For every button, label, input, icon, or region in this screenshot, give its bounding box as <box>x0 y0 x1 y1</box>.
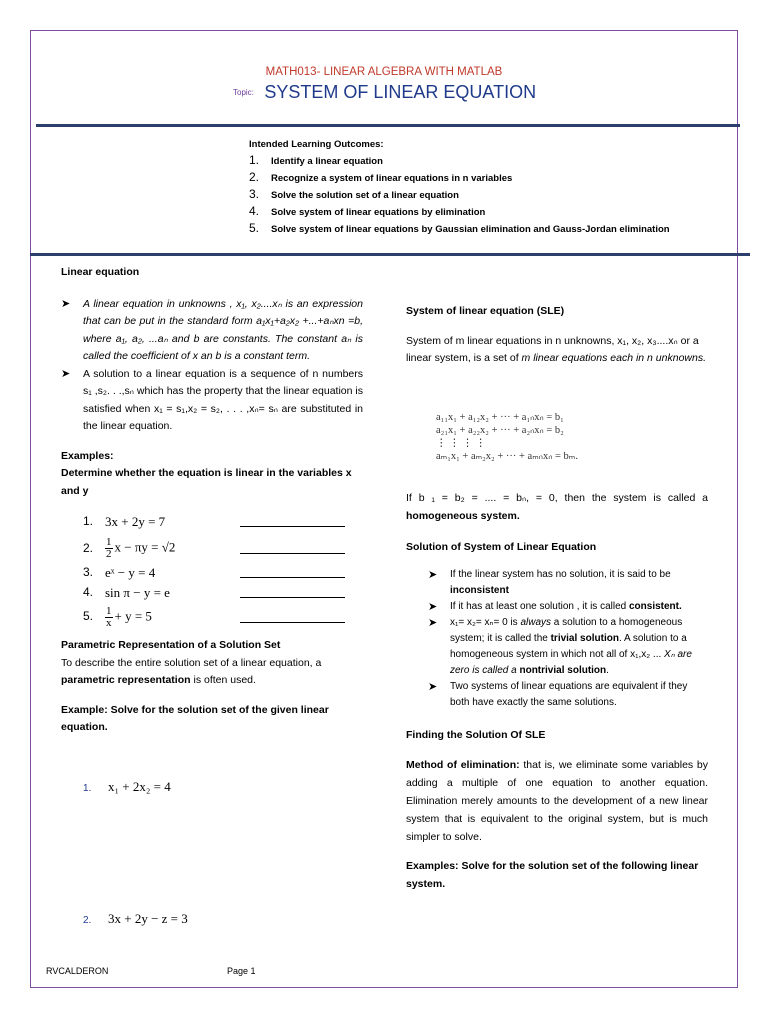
examples-question: Determine whether the equation is linear in the variables x and y <box>61 467 352 497</box>
answer-blank[interactable] <box>240 516 345 527</box>
parametric-text <box>61 655 363 690</box>
equation-expr <box>105 606 235 629</box>
equation-row <box>83 562 363 583</box>
homogeneous-text <box>406 490 708 525</box>
parametric-text-a: To describe the entire solution set of a linear equation, a <box>61 656 322 669</box>
ilo-text: Solve system of linear equations by elimination <box>271 207 486 218</box>
system-line: a₂₁x₁ + a₂₂x₂ + ··· + a₂ₙxₙ = b₂ <box>436 425 564 436</box>
solution-bullet <box>428 679 708 711</box>
sle-text-italic: m linear equations each in n unknowns. <box>521 352 706 364</box>
bullet-text-b: a solution to a homogeneous system; it is called the <box>450 616 683 644</box>
left-column <box>61 264 363 737</box>
bullet-text-a: If the linear system has no solution, it is said to be <box>450 568 671 580</box>
learning-outcomes <box>249 139 670 238</box>
equation-expr-text: + y = 5 <box>114 607 152 623</box>
solution-bullet <box>428 599 708 615</box>
solution-text: A solution to a linear equation is a sequence of n numbers s₁ ,s₂. . .,sₙ which has the property that the linear equation is satisfied when x₁ = s₁,x₂ = s₂, . . . ,xₙ= sₙ are substituted in the linear equation. <box>83 367 363 432</box>
bullet-bold: inconsistent <box>450 584 509 596</box>
exercise-expr: 3x + 2y − z = 3 <box>108 911 188 926</box>
finding-heading: Finding the Solution Of SLE <box>406 728 546 741</box>
right-column <box>406 303 708 368</box>
solution-bullets <box>428 567 708 711</box>
solution-bullet <box>428 615 708 679</box>
equation-expr: eˣ − y = 4 <box>105 564 156 580</box>
bullet-text-d: . <box>606 664 609 676</box>
arrow-bullet-icon: ➤ <box>61 297 71 310</box>
method-text <box>406 756 708 846</box>
solution-bullet <box>61 366 363 436</box>
answer-blank[interactable] <box>240 587 345 598</box>
examples-final: Examples: Solve for the solution set of the following linear system. <box>406 860 699 890</box>
equation-row <box>83 602 363 632</box>
answer-blank[interactable] <box>240 612 345 623</box>
bullet-text <box>450 599 682 615</box>
course-title: MATH013- LINEAR ALGEBRA WITH MATLAB <box>265 66 503 78</box>
section-rule <box>30 253 750 256</box>
equation-expr-text: x − πy = √2 <box>114 539 176 555</box>
ilo-item <box>249 187 670 204</box>
bullet-text <box>450 615 708 679</box>
equation-num: 2. <box>83 540 94 555</box>
bullet-bold: nontrivial solution <box>519 664 607 676</box>
answer-blank[interactable] <box>240 543 345 554</box>
ilo-text: Recognize a system of linear equations in n variables <box>271 173 513 184</box>
method-body: that is, we eliminate some variables by adding a multiple of one equation to another equation. Elimination merely amounts to the development of a new linear system that is equivalent to the original system, but is much simpler to solve. <box>406 759 708 843</box>
fraction-num: 1 <box>106 604 112 617</box>
bullet-text-a: x₁= x₂= xₙ= 0 is <box>450 616 521 628</box>
answer-blank[interactable] <box>240 567 345 578</box>
system-line: a₁₁x₁ + a₁₂x₂ + ··· + a₁ₙxₙ = b₁ <box>436 412 564 423</box>
homogeneous-bold: homogeneous system. <box>406 509 520 522</box>
equation-num: 3. <box>83 564 94 579</box>
ilo-title: Intended Learning Outcomes: <box>249 139 384 150</box>
footer-page: Page 1 <box>227 966 256 976</box>
bullet-text-a: If it has at least one solution , it is called <box>450 600 629 612</box>
ilo-text: Solve the solution set of a linear equation <box>271 190 459 201</box>
equation-expr: sin π − y = e <box>105 584 170 600</box>
exercise-num: 1. <box>83 783 92 794</box>
ilo-item <box>249 204 670 221</box>
right-column-lower <box>406 490 708 893</box>
topic-row <box>233 82 536 103</box>
equation-row <box>83 535 363 562</box>
fraction-den: x <box>106 616 112 629</box>
arrow-bullet-icon: ➤ <box>428 568 438 581</box>
ilo-num: 3. <box>249 187 260 201</box>
equation-num: 4. <box>83 584 94 599</box>
bullet-text <box>450 567 708 599</box>
exercise-expr: x₁ + 2x₂ = 4 <box>108 779 171 794</box>
equation-expr: 3x + 2y = 7 <box>105 513 166 529</box>
exercise-2 <box>83 910 385 930</box>
solution-heading: Solution of System of Linear Equation <box>406 541 597 553</box>
ilo-item <box>249 221 670 238</box>
bullet-text-c: . A solution to a homogeneous system in which not all of x₁,x₂ ... <box>450 632 687 660</box>
linear-equation-heading: Linear equation <box>61 266 140 278</box>
sle-text: System of m linear equations in n unknowns, x₁, x₂, x₃....xₙ or a linear system, is a set of <box>406 334 699 364</box>
header-rule <box>36 124 740 127</box>
bullet-bold: consistent. <box>628 600 682 612</box>
exercise-1 <box>83 778 385 798</box>
parametric-heading: Parametric Representation of a Solution Set <box>61 639 281 651</box>
examples-heading: Examples: <box>61 449 114 462</box>
ilo-item <box>249 153 670 170</box>
homogeneous-text-a: If b ₁ = b₂ = .... = bₙ, = 0, then the system is called a <box>406 492 708 504</box>
footer-author: RVCALDERON <box>46 966 109 976</box>
topic-label: Topic: <box>233 88 254 97</box>
example-solve-heading: Example: Solve for the solution set of the given linear equation. <box>61 703 329 733</box>
solution-bullet <box>428 567 708 599</box>
linear-system-display <box>436 411 672 463</box>
sle-definition <box>406 333 708 368</box>
ilo-text: Identify a linear equation <box>271 156 383 167</box>
arrow-bullet-icon: ➤ <box>428 616 438 629</box>
fraction <box>105 537 113 560</box>
ilo-num: 1. <box>249 153 260 167</box>
parametric-text-b: is often used. <box>190 674 256 686</box>
system-line: ⋮ ⋮ ⋮ ⋮ <box>436 438 486 449</box>
fraction-den: 2 <box>106 548 112 560</box>
equation-expr <box>105 537 235 560</box>
bullet-italic: always <box>520 616 552 628</box>
arrow-bullet-icon: ➤ <box>428 680 438 693</box>
method-bold: Method of elimination: <box>406 759 520 771</box>
bullet-text: Two systems of linear equations are equivalent if they both have exactly the same solutions. <box>450 680 688 708</box>
exercise-num: 2. <box>83 915 92 926</box>
ilo-text: Solve system of linear equations by Gaussian elimination and Gauss-Jordan elimination <box>271 224 670 235</box>
equation-num: 5. <box>83 609 94 624</box>
equation-row <box>83 583 363 602</box>
arrow-bullet-icon: ➤ <box>61 367 71 380</box>
definition-bullet <box>61 296 363 366</box>
equation-row <box>83 508 363 535</box>
bullet-italic: Xₙ are zero is called a <box>450 648 692 676</box>
parametric-bold: parametric representation <box>61 674 191 686</box>
ilo-num: 5. <box>249 221 260 235</box>
ilo-item <box>249 170 670 187</box>
equation-list <box>83 508 363 632</box>
ilo-num: 2. <box>249 170 260 184</box>
system-line: aₘ₁x₁ + aₘ₂x₂ + ··· + aₘₙxₙ = bₘ. <box>436 451 578 462</box>
fraction <box>105 606 113 629</box>
ilo-num: 4. <box>249 204 260 218</box>
equation-num: 1. <box>83 513 94 528</box>
bullet-bold: trivial solution <box>550 632 619 644</box>
sle-heading: System of linear equation (SLE) <box>406 305 565 317</box>
arrow-bullet-icon: ➤ <box>428 600 438 613</box>
topic-title: SYSTEM OF LINEAR EQUATION <box>264 82 537 102</box>
fraction-num: 1 <box>106 536 112 548</box>
definition-text: A linear equation in unknowns , x₁, x₂....xₙ is an expression that can be put in the standard form a₁x₁+a₂x₂ +...+aₙxn =b, where a₁, a₂, ...aₙ and b are constants. The constant aₙ is called the coefficient of x an b is a constant term. <box>83 297 363 362</box>
